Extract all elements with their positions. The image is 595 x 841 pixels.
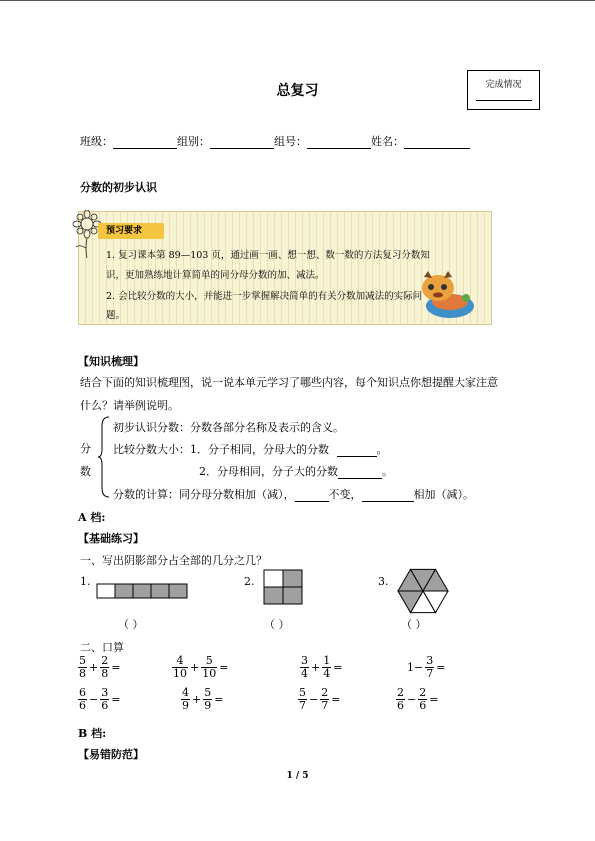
item-2-blank[interactable] bbox=[337, 444, 377, 457]
cartoon-animal-icon bbox=[414, 268, 476, 323]
knowledge-item-4-c: 相加（减）。 bbox=[413, 488, 474, 501]
class-blank[interactable] bbox=[113, 136, 177, 149]
completion-status-box bbox=[467, 70, 540, 110]
preview-line-1: 1. 复习课本第 89—103 页，通过画一画、想一想、数一数的方法复习分数知 bbox=[106, 250, 430, 261]
fraction: $\frac{5}{9}$ bbox=[204, 686, 212, 712]
class-label: 班级： bbox=[80, 135, 113, 148]
completion-status-label: 完成情况 bbox=[485, 80, 522, 90]
brace-char-shu: 数 bbox=[80, 465, 91, 478]
completion-status-line bbox=[476, 100, 532, 101]
knowledge-item-2 bbox=[113, 441, 388, 457]
question-1: 一、写出阴影部分占全部的几分之几？ bbox=[80, 554, 267, 567]
page-title: 总复习 bbox=[276, 83, 319, 99]
square-cell bbox=[264, 587, 283, 604]
fraction: $\frac{6}{6}$ bbox=[79, 686, 86, 712]
group-label: 组别： bbox=[177, 135, 210, 148]
square-cell bbox=[283, 570, 302, 587]
preview-tag: 预习要求 bbox=[98, 223, 164, 239]
calc-1-2: $\frac{4}{10}$ + $\frac{5}{10}$ = bbox=[173, 654, 229, 680]
calc-2-3: $\frac{5}{7}$ − $\frac{2}{7}$ = bbox=[299, 686, 341, 712]
calc-2-2: $\frac{4}{9}$ + $\frac{5}{9}$ = bbox=[182, 686, 224, 712]
knowledge-item-3-text: 2．分母相同，分子大的分数 bbox=[199, 465, 338, 478]
level-b-label: B 档: bbox=[78, 727, 107, 740]
strip-cell bbox=[97, 584, 115, 598]
group-no-label: 组号： bbox=[274, 135, 307, 148]
square-cell bbox=[283, 587, 302, 604]
preview-line-3: 2. 会比较分数的大小，并能进一步掌握解决简单的有关分数加减法的实际问 bbox=[106, 291, 423, 302]
square-cell bbox=[264, 570, 283, 587]
knowledge-item-2-end: 。 bbox=[376, 443, 388, 456]
item-4-blank-2[interactable] bbox=[362, 489, 414, 502]
strip-cell bbox=[169, 584, 187, 598]
knowledge-item-3 bbox=[199, 463, 393, 479]
answer-paren-3: （ ） bbox=[401, 618, 427, 631]
knowledge-item-2-text: 比较分数大小：1．分子相同，分母大的分数 bbox=[113, 443, 329, 456]
answer-paren-2: （ ） bbox=[264, 618, 290, 631]
strip-cell bbox=[115, 584, 133, 598]
page-number: 1 / 5 bbox=[286, 771, 309, 781]
fraction: $\frac{3}{6}$ bbox=[101, 686, 109, 712]
knowledge-item-3-end: 。 bbox=[382, 465, 393, 478]
item-4-blank-1[interactable] bbox=[295, 489, 329, 502]
group-no-blank[interactable] bbox=[307, 136, 371, 149]
knowledge-para-1: 结合下面的知识梳理图，说一说本单元学习了哪些内容，每个知识点你想提醒大家注意 bbox=[80, 376, 498, 389]
figure-2-label: 2. bbox=[244, 575, 255, 588]
section-title: 分数的初步认识 bbox=[80, 181, 157, 194]
fraction: $\frac{3}{4}$ bbox=[301, 654, 308, 680]
calc-1-3: $\frac{3}{4}$ + $\frac{1}{4}$ = bbox=[301, 654, 343, 680]
calc-1-1: $\frac{5}{8}$ + $\frac{2}{8}$ = bbox=[79, 654, 121, 680]
fraction: $\frac{5}{10}$ bbox=[202, 654, 217, 680]
knowledge-heading: 【知识梳理】 bbox=[78, 355, 144, 368]
basic-practice-heading: 【基础练习】 bbox=[78, 532, 144, 545]
figure-1-strip bbox=[96, 583, 190, 599]
fraction: $\frac{5}{8}$ bbox=[79, 654, 86, 680]
fraction: $\frac{3}{7}$ bbox=[426, 654, 434, 680]
fraction: $\frac{5}{7}$ bbox=[299, 686, 306, 712]
figure-3-label: 3. bbox=[378, 575, 389, 588]
fraction: $\frac{2}{7}$ bbox=[321, 686, 329, 712]
top-rule bbox=[0, 0, 595, 1]
preview-line-2: 识，更加熟练地计算简单的同分母分数的加、减法。 bbox=[106, 270, 325, 281]
strip-cell bbox=[133, 584, 151, 598]
student-info-line bbox=[80, 133, 470, 149]
preview-line-4: 题。 bbox=[106, 310, 126, 321]
knowledge-item-4-a: 分数的计算：同分母分数相加（减）， bbox=[113, 488, 295, 501]
fraction: $\frac{4}{9}$ bbox=[182, 686, 189, 712]
name-label: 姓名： bbox=[371, 135, 404, 148]
curly-brace bbox=[97, 416, 111, 501]
knowledge-item-4-b: 不变， bbox=[328, 488, 362, 501]
fraction: $\frac{4}{10}$ bbox=[173, 654, 187, 680]
calc-1-4: 1− $\frac{3}{7}$ = bbox=[407, 654, 446, 680]
mistake-prevention-heading: 【易错防范】 bbox=[78, 748, 144, 761]
strip-cell bbox=[151, 584, 169, 598]
fraction: $\frac{2}{6}$ bbox=[397, 686, 404, 712]
calc-2-1: $\frac{6}{6}$ − $\frac{3}{6}$ = bbox=[79, 686, 121, 712]
answer-paren-1: （ ） bbox=[118, 618, 144, 631]
knowledge-item-1: 初步认识分数：分数各部分名称及表示的含义。 bbox=[113, 421, 344, 434]
fraction: $\frac{2}{8}$ bbox=[101, 654, 109, 680]
item-3-blank[interactable] bbox=[338, 466, 382, 479]
fraction: $\frac{2}{6}$ bbox=[419, 686, 427, 712]
calc-2-4: $\frac{2}{6}$ − $\frac{2}{6}$ = bbox=[397, 686, 439, 712]
figure-3-hexagon bbox=[395, 565, 451, 617]
knowledge-item-4 bbox=[113, 486, 474, 502]
question-2: 二、口算 bbox=[80, 641, 124, 654]
level-a-label: A 档: bbox=[78, 511, 106, 524]
knowledge-para-2: 什么？请举例说明。 bbox=[80, 399, 179, 412]
name-blank[interactable] bbox=[404, 136, 470, 149]
group-blank[interactable] bbox=[210, 136, 274, 149]
figure-2-square bbox=[263, 569, 303, 605]
figure-1-label: 1. bbox=[80, 575, 91, 588]
fraction: $\frac{1}{4}$ bbox=[323, 654, 331, 680]
brace-char-fen: 分 bbox=[80, 442, 91, 455]
